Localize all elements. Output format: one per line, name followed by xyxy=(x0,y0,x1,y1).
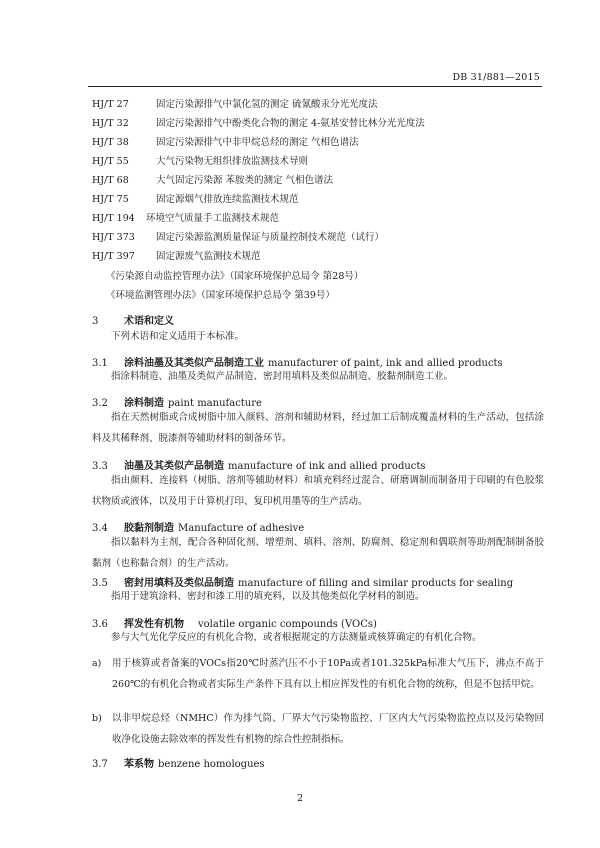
list-item xyxy=(92,653,544,695)
reference-item xyxy=(92,155,308,168)
reference-title: 固定源烟气排放连续监测技术规范 xyxy=(156,194,299,205)
section-heading xyxy=(92,312,174,327)
list-item xyxy=(92,708,544,750)
term-definition: 参与大气光化学反应的有机化合物，或者根据规定的方法测量或核算确定的有机化合物。 xyxy=(111,632,482,643)
term-name-en: benzene homologues xyxy=(158,759,265,770)
term-definition: 指用于建筑涂料、密封和漆工用的填充料，以及其他类似化学材料的制造。 xyxy=(111,591,425,602)
reference-item xyxy=(92,231,384,244)
term-name-en: manufacturer of paint, ink and allied products xyxy=(268,358,503,369)
reference-title: 环境空气质量手工监测技术规范 xyxy=(146,213,280,224)
list-marker: a) xyxy=(92,658,102,669)
term-number: 3.6 xyxy=(92,619,108,630)
term-number: 3.2 xyxy=(92,398,108,409)
term-definition: 指由颜料、连接料（树脂、溶剂等辅助材料）和填充料经过混合、研磨调制而制备用于印刷的有色胶浆状物质或液体，以及用于计算机打印、复印机用墨等的生产活动。 xyxy=(92,475,544,507)
term-name-cn: 密封用填料及类似品制造 xyxy=(124,578,234,589)
term-name-en: volatile organic compounds (VOCs) xyxy=(198,619,377,630)
reference-code: HJ/T 194 xyxy=(92,213,135,224)
term-definition: 指在天然树脂或合成树脂中加入颜料、溶剂和辅助材料，经过加工后制成覆盖材料的生产活动，包括涂料及其稀释剂、脱漆剂等辅助材料的制备环节。 xyxy=(92,412,544,444)
reference-title: 固定污染源排气中氯化氢的测定 硫氰酸汞分光光度法 xyxy=(156,99,378,110)
section-title: 术语和定义 xyxy=(124,316,174,327)
term-name-en: Manufacture of adhesive xyxy=(178,523,305,534)
reference-item xyxy=(92,136,359,149)
reference-item xyxy=(92,250,261,263)
term-name-cn: 胶黏剂制造 xyxy=(124,523,174,534)
term-name-cn: 挥发性有机物 xyxy=(124,619,184,630)
term-number: 3.7 xyxy=(92,759,108,770)
term-definition: 指涂料制造、油墨及类似产品制造、密封用填料及类似品制造、胶黏剂制造工业。 xyxy=(111,371,454,382)
page-number: 2 xyxy=(296,793,304,804)
term-name-cn: 油墨及其类似产品制造 xyxy=(124,461,224,472)
reference-title: 固定污染源排气中非甲烷总烃的测定 气相色谱法 xyxy=(156,137,359,148)
reference-code: HJ/T 55 xyxy=(92,156,129,167)
reference-title: 固定源废气监测技术规范 xyxy=(156,251,261,262)
term-number: 3.3 xyxy=(92,461,108,472)
term-name-en: manufacture of filling and similar products for sealing xyxy=(238,578,514,589)
term-heading xyxy=(92,755,265,770)
reference-item xyxy=(92,193,299,206)
term-name-cn: 涂料油墨及其类似产品制造工业 xyxy=(124,358,264,369)
reference-code: HJ/T 75 xyxy=(92,194,129,205)
reference-item xyxy=(92,98,378,111)
term-number: 3.4 xyxy=(92,523,108,534)
reference-item xyxy=(92,174,333,187)
term-name-cn: 苯系物 xyxy=(124,759,154,770)
reference-title: 大气固定污染源 苯胺类的测定 气相色谱法 xyxy=(156,175,334,186)
reference-code: HJ/T 68 xyxy=(92,175,129,186)
header-rule xyxy=(88,86,542,87)
reference-code: HJ/T 32 xyxy=(92,118,129,129)
section-number: 3 xyxy=(92,316,99,327)
reference-item xyxy=(92,117,425,130)
reference-title: 固定污染源排气中酚类化合物的测定 4-氨基安替比林分光光度法 xyxy=(156,118,425,129)
reference-code: HJ/T 38 xyxy=(92,137,129,148)
section-intro: 下列术语和定义适用于本标准。 xyxy=(111,331,245,342)
term-name-cn: 涂料制造 xyxy=(124,398,164,409)
standard-code: DB 31/881—2015 xyxy=(452,72,540,83)
term-number: 3.1 xyxy=(92,358,108,369)
term-name-en: manufacture of ink and allied products xyxy=(228,461,426,472)
regulation-reference: 《污染源自动监控管理办法》（国家环境保护总局令 第28号） xyxy=(106,271,364,282)
list-item-text: 以非甲烷总烃（NMHC）作为排气筒、厂界大气污染物监控、厂区内大气污染物监控点以及污染物回收净化设施去除效率的挥发性有机物的综合性控制指标。 xyxy=(112,713,544,745)
regulation-reference: 《环境监测管理办法》（国家环境保护总局令 第39号） xyxy=(106,290,335,301)
reference-code: HJ/T 27 xyxy=(92,99,129,110)
reference-code: HJ/T 397 xyxy=(92,251,135,262)
term-number: 3.5 xyxy=(92,578,108,589)
reference-title: 大气污染物无组织排放监测技术导则 xyxy=(156,156,309,167)
term-name-en: paint manufacture xyxy=(168,398,262,409)
list-item-text: 用于核算或者备案的VOCs指20℃时蒸汽压不小于10Pa或者101.325kPa标准大气压下，沸点不高于260℃的有机化合物或者实际生产条件下具有以上相应挥发性的有机化合物的统称，但是不包括甲烷。 xyxy=(112,658,544,690)
reference-item xyxy=(92,212,279,225)
reference-code: HJ/T 373 xyxy=(92,232,135,243)
list-marker: b) xyxy=(92,713,102,724)
term-definition: 指以黏料为主剂，配合各种固化剂、增塑剂、填料、溶剂、防腐剂、稳定剂和偶联剂等助剂配制制备胶黏剂（也称黏合剂）的生产活动。 xyxy=(92,537,544,569)
reference-title: 固定污染源监测质量保证与质量控制技术规范（试行） xyxy=(156,232,385,243)
